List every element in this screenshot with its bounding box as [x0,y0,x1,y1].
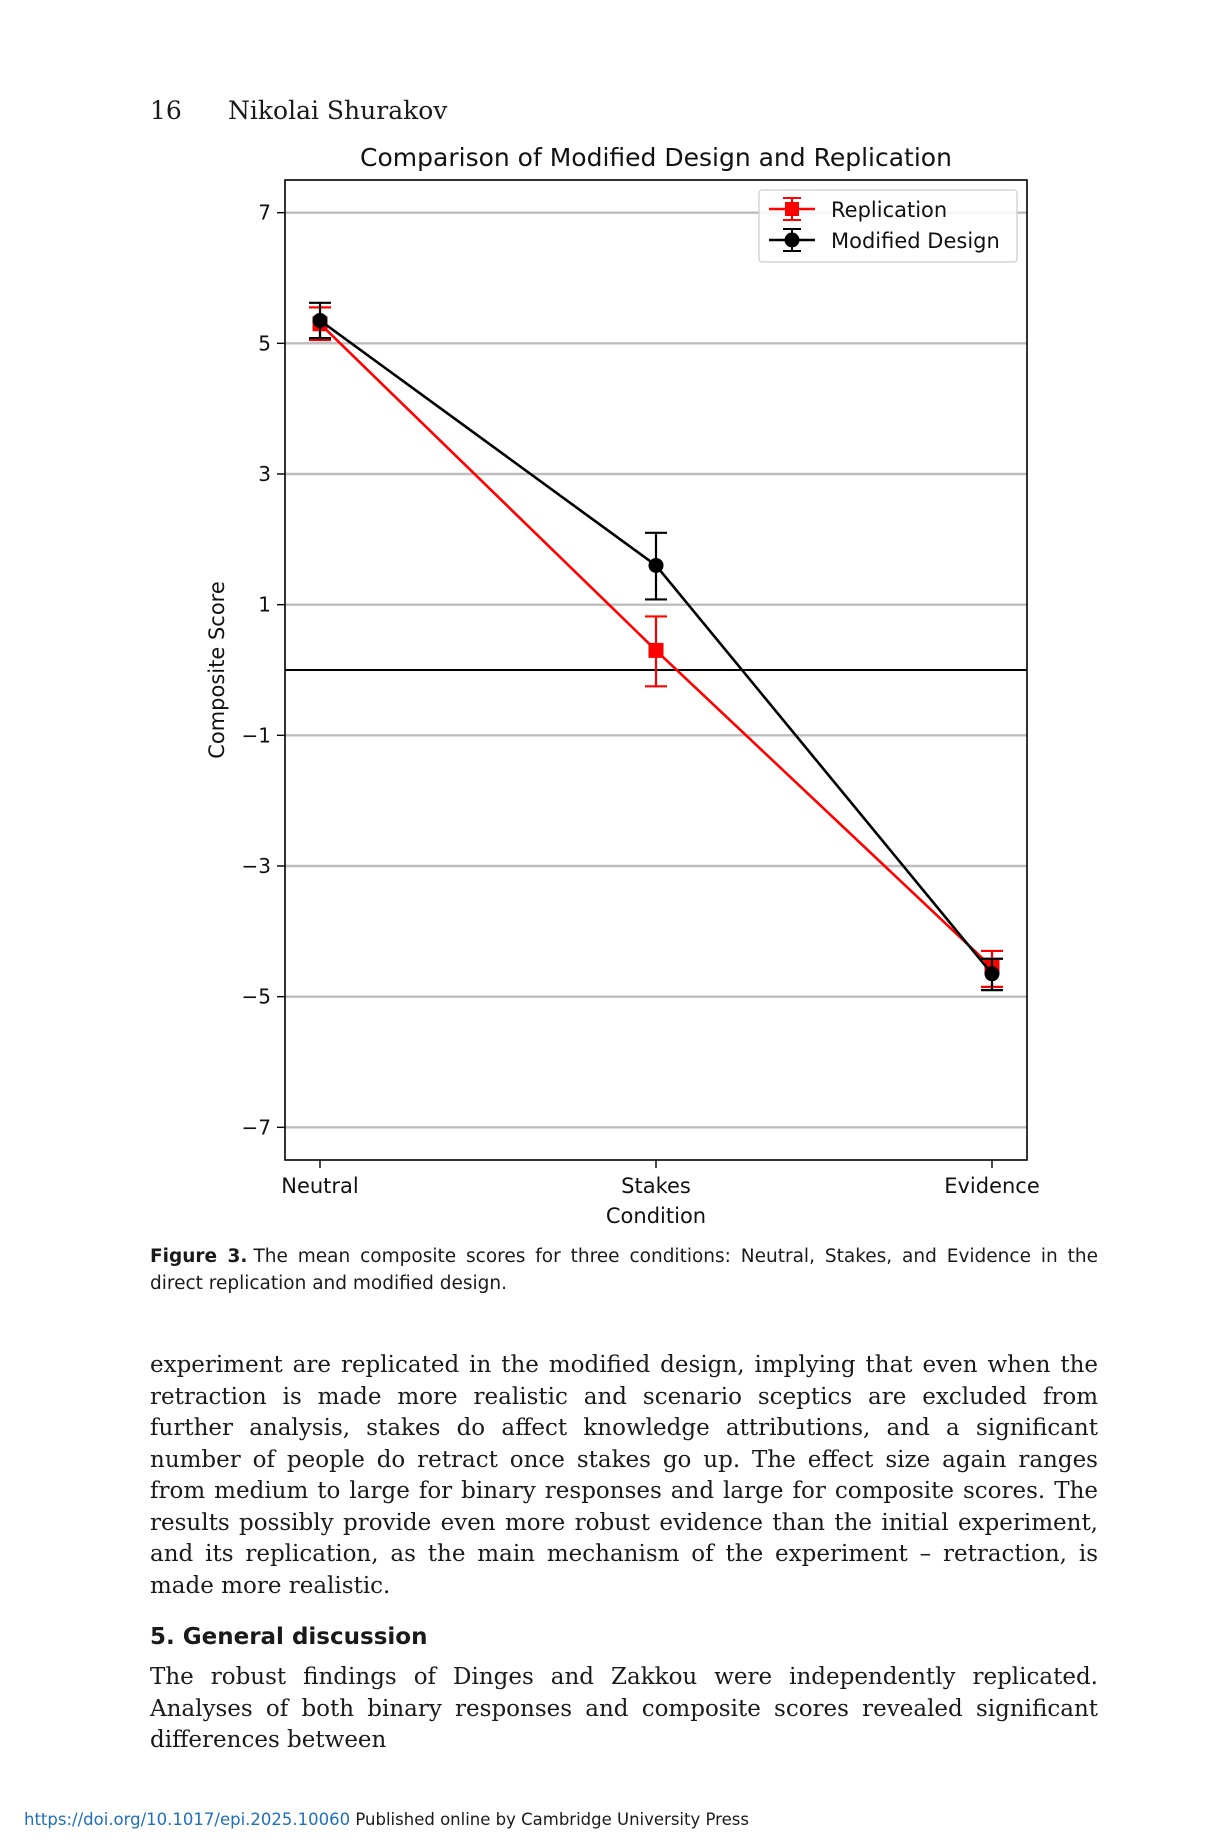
data-point-square [649,643,664,658]
figure-caption [150,1243,1098,1297]
legend-marker-circle [785,233,800,248]
y-tick-label: −1 [241,723,271,748]
figure-label: Figure 3. [150,1246,248,1267]
data-point-circle [313,313,328,328]
data-point-circle [985,966,1000,981]
running-head [150,96,447,125]
y-tick-label: −5 [241,984,271,1009]
section-heading: 5. General discussion [150,1624,428,1650]
legend-label-replication: Replication [831,198,948,222]
x-tick-label: Evidence [944,1174,1040,1198]
chart-title: Comparison of Modified Design and Replication [360,143,952,172]
page-number: 16 [150,96,182,125]
chart-legend [759,190,1017,262]
y-tick-label: 3 [258,462,271,486]
x-axis-label: Condition [605,1204,707,1228]
legend-marker-square [785,202,799,216]
body-paragraph-2: The robust findings of Dinges and Zakkou were independently replicated. Analyses of both binary responses and composite scores revealed significant differences between [150,1664,1098,1753]
figure-chart [0,130,1229,1230]
series-replication [309,307,1003,986]
y-tick-label: 1 [258,592,271,617]
y-tick-label: 5 [258,331,271,356]
legend-label-modified-design: Modified Design [831,229,1000,253]
figure-caption-text: The mean composite scores for three conditions: Neutral, Stakes, and Evidence in the direct replication and modified design. [150,1246,1098,1294]
body-paragraph-1: experiment are replicated in the modified design, implying that even when the retraction is made more realistic and scenario sceptics are excluded from further analysis, stakes do affect knowledge attributions, and a significant number of people do retract once stakes go up. The effect size again ranges from medium to large for binary responses and large for composite scores. The results possibly provide even more robust evidence than the initial experiment, and its replication, as the main mechanism of the experiment – retraction, is made more realistic. [150,1352,1098,1599]
series-layer [309,303,1003,990]
y-tick-label: −3 [241,854,271,878]
y-tick-label: 7 [258,200,271,225]
data-point-circle [649,558,664,573]
publisher-note: Published online by Cambridge University Press [350,1810,749,1829]
page-footer [24,1810,749,1829]
x-tick-label: Stakes [621,1174,691,1198]
author-name: Nikolai Shurakov [228,96,448,125]
y-axis-label: Composite Score [205,581,229,759]
x-tick-label: Neutral [281,1174,359,1198]
doi-link[interactable]: https://doi.org/10.1017/epi.2025.10060 [24,1810,351,1829]
y-tick-label: −7 [241,1115,271,1140]
